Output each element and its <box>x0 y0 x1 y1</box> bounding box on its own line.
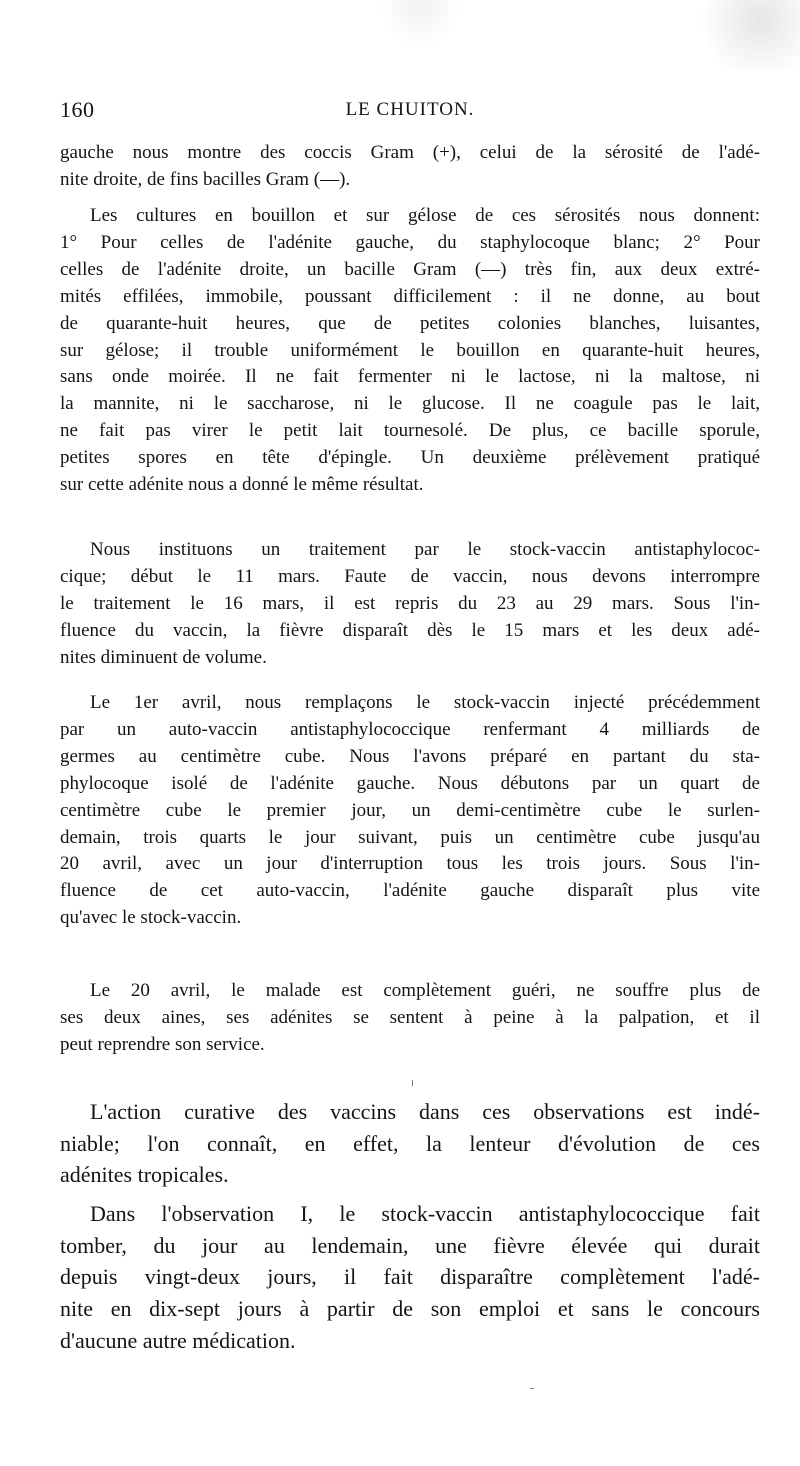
text-line: depuis vingt-deux jours, il fait disparaître complètement l'adé- <box>60 1264 760 1290</box>
paragraph-auto-vaccin <box>60 690 760 932</box>
text-line: niable; l'on connaît, en effet, la lenteur d'évolution de ces <box>60 1130 760 1156</box>
text-line: ne fait pas virer le petit lait tournesolé. De plus, ce bacille sporule, <box>60 420 760 442</box>
text-line: Les cultures en bouillon et sur gélose de ces sérosités nous donnent: <box>90 205 760 226</box>
text-line: sur cette adénite nous a donné le même résultat. <box>60 474 424 496</box>
text-line: demain, trois quarts le jour suivant, puis un centimètre cube jusqu'au <box>60 826 760 848</box>
text-line: phylocoque isolé de l'adénite gauche. Nous débutons par un quart de <box>60 772 760 794</box>
text-line: petites spores en tête d'épingle. Un deuxième prélèvement pratiqué <box>60 447 760 469</box>
paragraph-gram-stain <box>60 140 760 194</box>
text-line: gauche nous montre des coccis Gram (+), celui de la sérosité de l'adé- <box>60 142 760 163</box>
text-line: tomber, du jour au lendemain, une fièvre élevée qui durait <box>60 1232 760 1258</box>
text-line: L'action curative des vaccins dans ces observations est indé- <box>90 1099 760 1124</box>
text-line: nite en dix-sept jours à partir de son emploi et sans le concours <box>60 1296 760 1322</box>
text-line: peut reprendre son service. <box>60 1033 265 1055</box>
text-line: mités effilées, immobile, poussant difficilement : il ne donne, au bout <box>60 285 760 307</box>
text-line: adénites tropicales. <box>60 1162 229 1188</box>
paragraph-conclusion-intro <box>60 1096 760 1191</box>
page-number: 160 <box>60 97 95 122</box>
text-line: d'aucune autre médication. <box>60 1327 296 1353</box>
print-speck <box>530 1388 534 1389</box>
text-line: nites diminuent de volume. <box>60 646 267 668</box>
page-top-stain <box>0 0 800 70</box>
text-line: Nous instituons un traitement par le stock-vaccin antistaphylococ- <box>90 539 760 560</box>
paragraph-cultures <box>60 203 760 499</box>
print-speck <box>412 1080 413 1086</box>
text-line: de quarante-huit heures, que de petites colonies blanches, luisantes, <box>60 312 760 334</box>
text-line: 20 avril, avec un jour d'interruption tous les trois jours. Sous l'in- <box>60 853 760 875</box>
running-head: LE CHUITON. <box>345 99 475 120</box>
text-line: fluence de cet auto-vaccin, l'adénite gauche disparaît plus vite <box>60 880 760 902</box>
text-line: Le 20 avril, le malade est complètement guéri, ne souffre plus de <box>90 980 760 1001</box>
text-line: qu'avec le stock-vaccin. <box>60 907 242 929</box>
text-line: nite droite, de fins bacilles Gram (—). <box>60 168 351 190</box>
text-line: fluence du vaccin, la fièvre disparaît dès le 15 mars et les deux adé- <box>60 619 760 641</box>
text-line: 1° Pour celles de l'adénite gauche, du staphylocoque blanc; 2° Pour <box>60 231 760 253</box>
text-line: ses deux aines, ses adénites se sentent à peine à la palpation, et il <box>60 1006 760 1028</box>
page-header <box>60 93 760 127</box>
paragraph-observation-one <box>60 1198 760 1357</box>
text-line: sur gélose; il trouble uniformément le bouillon en quarante-huit heures, <box>60 339 760 361</box>
text-line: par un auto-vaccin antistaphylococcique renfermant 4 milliards de <box>60 718 760 740</box>
text-line: Le 1er avril, nous remplaçons le stock-vaccin injecté précédemment <box>90 692 760 713</box>
text-line: sans onde moirée. Il ne fait fermenter ni le lactose, ni la maltose, ni <box>60 366 760 388</box>
text-line: cique; début le 11 mars. Faute de vaccin, nous devons interrompre <box>60 565 760 587</box>
paragraph-stock-vaccin <box>60 537 760 672</box>
paragraph-guerison <box>60 978 760 1059</box>
text-line: celles de l'adénite droite, un bacille Gram (—) très fin, aux deux extré- <box>60 258 760 280</box>
text-line: le traitement le 16 mars, il est repris du 23 au 29 mars. Sous l'in- <box>60 592 760 614</box>
text-line: germes au centimètre cube. Nous l'avons préparé en partant du sta- <box>60 745 760 767</box>
text-line: centimètre cube le premier jour, un demi-centimètre cube le surlen- <box>60 799 760 821</box>
text-line: la mannite, ni le saccharose, ni le glucose. Il ne coagule pas le lait, <box>60 393 760 415</box>
text-line: Dans l'observation I, le stock-vaccin antistaphylococcique fait <box>90 1201 760 1226</box>
